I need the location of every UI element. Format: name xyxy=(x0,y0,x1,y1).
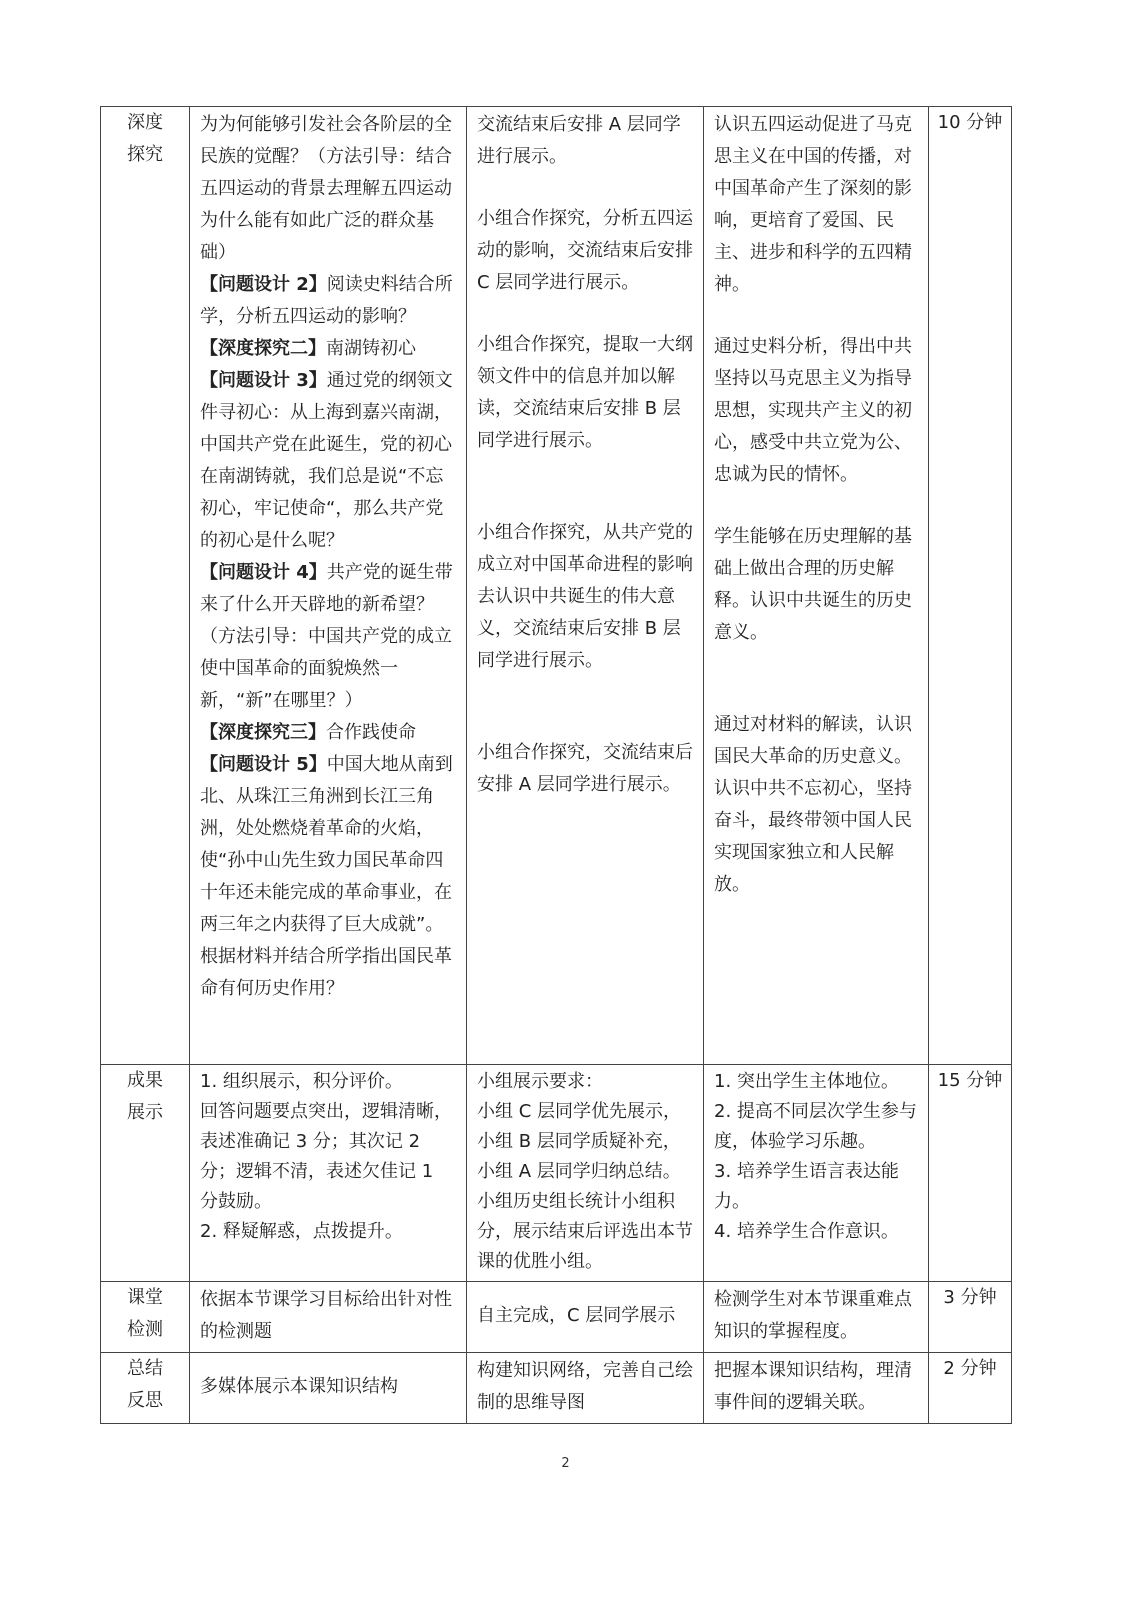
intent-paragraph: 学生能够在历史理解的基础上做出合理的历史解释。认识中共诞生的历史意义。 xyxy=(714,526,912,643)
student-activity-cell xyxy=(467,1353,704,1424)
design-intent-cell xyxy=(704,1353,929,1424)
time-cell: 3 分钟 xyxy=(929,1282,1012,1353)
student-paragraph: 小组 C 层同学优先展示， xyxy=(477,1101,682,1122)
student-paragraph: 小组 A 层同学归纳总结。 xyxy=(477,1161,681,1182)
design-intent-cell xyxy=(704,107,929,1065)
section-label: 【问题设计 2】 xyxy=(200,274,327,295)
question-design-3: 【问题设计 3】通过党的纲领文件寻初心：从上海到嘉兴南湖，中国共产党在此诞生，党的初心在南湖铸就，我们总是说“不忘初心，牢记使命“，那么共产党的初心是什么呢？ xyxy=(200,370,453,551)
page-number: 2 xyxy=(561,1456,570,1471)
section-label: 【问题设计 4】 xyxy=(200,562,327,583)
student-paragraph: 构建知识网络，完善自己绘制的思维导图 xyxy=(477,1360,693,1413)
teacher-activity-cell xyxy=(190,107,467,1065)
design-intent-cell xyxy=(704,1282,929,1353)
question-design-2: 【问题设计 2】阅读史料结合所学，分析五四运动的影响？ xyxy=(200,274,453,327)
row-results-show xyxy=(101,1065,1012,1282)
stage-label-line: 展示 xyxy=(127,1102,163,1123)
stage-label-line: 深度 xyxy=(127,112,163,133)
stage-label-line: 检测 xyxy=(127,1319,163,1340)
intent-paragraph: 把握本课知识结构，理清事件间的逻辑关联。 xyxy=(714,1360,912,1413)
stage-label-line: 反思 xyxy=(127,1390,163,1411)
intent-paragraph: 检测学生对本节课重难点知识的掌握程度。 xyxy=(714,1289,912,1342)
question-design-5: 【问题设计 5】中国大地从南到北、从珠江三角洲到长江三角洲，处处燃烧着革命的火焰，使“孙中山先生致力国民革命四十年还未能完成的革命事业，在两三年之内获得了巨大成就”。根据材料并结合所学指出国民革命有何历史作用？ xyxy=(200,754,453,999)
teacher-activity-cell xyxy=(190,1353,467,1424)
intent-paragraph: 通过对材料的解读，认识国民大革命的历史意义。认识中共不忘初心，坚持奋斗，最终带领中国人民实现国家独立和人民解放。 xyxy=(714,714,912,895)
activity-paragraph: 为为何能够引发社会各阶层的全民族的觉醒？（方法引导：结合五四运动的背景去理解五四运动为什么能有如此广泛的群众基础） xyxy=(200,114,452,263)
activity-paragraph: 回答问题要点突出，逻辑清晰，表述准确记 3 分；其次记 2 分；逻辑不清，表述欠佳记 1 分鼓励。 xyxy=(200,1101,452,1212)
student-paragraph: 小组展示要求： xyxy=(477,1071,603,1092)
intent-paragraph: 4. 培养学生合作意识。 xyxy=(714,1221,899,1242)
row-deep-explore xyxy=(101,107,1012,1065)
row-summary-reflect xyxy=(101,1353,1012,1424)
activity-paragraph: 1. 组织展示，积分评价。 xyxy=(200,1071,403,1092)
stage-label-line: 总结 xyxy=(127,1358,163,1379)
student-activity-cell xyxy=(467,1282,704,1353)
student-paragraph: 小组合作探究，分析五四运动的影响，交流结束后安排 C 层同学进行展示。 xyxy=(477,208,693,293)
student-paragraph: 小组 B 层同学质疑补充， xyxy=(477,1131,681,1152)
time-cell: 2 分钟 xyxy=(929,1353,1012,1424)
intent-paragraph: 认识五四运动促进了马克思主义在中国的传播，对中国革命产生了深刻的影响，更培育了爱国、民主、进步和科学的五四精神。 xyxy=(714,114,912,295)
section-label: 【问题设计 5】 xyxy=(200,754,327,775)
teacher-activity-cell xyxy=(190,1282,467,1353)
stage-cell xyxy=(101,1065,190,1282)
student-paragraph: 小组合作探究，交流结束后安排 A 层同学进行展示。 xyxy=(477,742,693,795)
student-paragraph: 小组历史组长统计小组积分，展示结束后评选出本节课的优胜小组。 xyxy=(477,1191,693,1272)
time-cell: 10 分钟 xyxy=(929,107,1012,1065)
design-intent-cell xyxy=(704,1065,929,1282)
deep-explore-2: 【深度探究二】南湖铸初心 xyxy=(200,338,416,359)
activity-paragraph: 多媒体展示本课知识结构 xyxy=(200,1376,398,1397)
stage-cell xyxy=(101,107,190,1065)
stage-cell xyxy=(101,1282,190,1353)
student-activity-cell xyxy=(467,107,704,1065)
student-paragraph: 小组合作探究，从共产党的成立对中国革命进程的影响去认识中共诞生的伟大意义，交流结束后安排 B 层同学进行展示。 xyxy=(477,522,693,671)
section-label: 【问题设计 3】 xyxy=(200,370,327,391)
student-activity-cell xyxy=(467,1065,704,1282)
stage-cell xyxy=(101,1353,190,1424)
activity-paragraph: 2. 释疑解惑，点拨提升。 xyxy=(200,1221,403,1242)
intent-paragraph: 通过史料分析，得出中共坚持以马克思主义为指导思想，实现共产主义的初心，感受中共立党为公、忠诚为民的情怀。 xyxy=(714,336,912,485)
intent-paragraph: 3. 培养学生语言表达能力。 xyxy=(714,1161,899,1212)
student-paragraph: 自主完成，C 层同学展示 xyxy=(477,1305,676,1326)
time-cell: 15 分钟 xyxy=(929,1065,1012,1282)
section-label: 【深度探究三】 xyxy=(200,722,326,743)
student-paragraph: 小组合作探究，提取一大纲领文件中的信息并加以解读，交流结束后安排 B 层同学进行展示。 xyxy=(477,334,693,451)
activity-paragraph: 依据本节课学习目标给出针对性的检测题 xyxy=(200,1289,452,1342)
lesson-plan-table xyxy=(100,106,1012,1424)
student-paragraph: 交流结束后安排 A 层同学进行展示。 xyxy=(477,114,681,167)
intent-paragraph: 2. 提高不同层次学生参与度，体验学习乐趣。 xyxy=(714,1101,917,1152)
stage-label-line: 课堂 xyxy=(127,1287,163,1308)
row-class-test xyxy=(101,1282,1012,1353)
deep-explore-3: 【深度探究三】合作践使命 xyxy=(200,722,416,743)
intent-paragraph: 1. 突出学生主体地位。 xyxy=(714,1071,899,1092)
stage-label-line: 探究 xyxy=(127,144,163,165)
question-design-4: 【问题设计 4】共产党的诞生带来了什么开天辟地的新希望？（方法引导：中国共产党的成立使中国革命的面貌焕然一新，“新”在哪里？） xyxy=(200,562,453,711)
teacher-activity-cell xyxy=(190,1065,467,1282)
section-label: 【深度探究二】 xyxy=(200,338,326,359)
stage-label-line: 成果 xyxy=(127,1070,163,1091)
